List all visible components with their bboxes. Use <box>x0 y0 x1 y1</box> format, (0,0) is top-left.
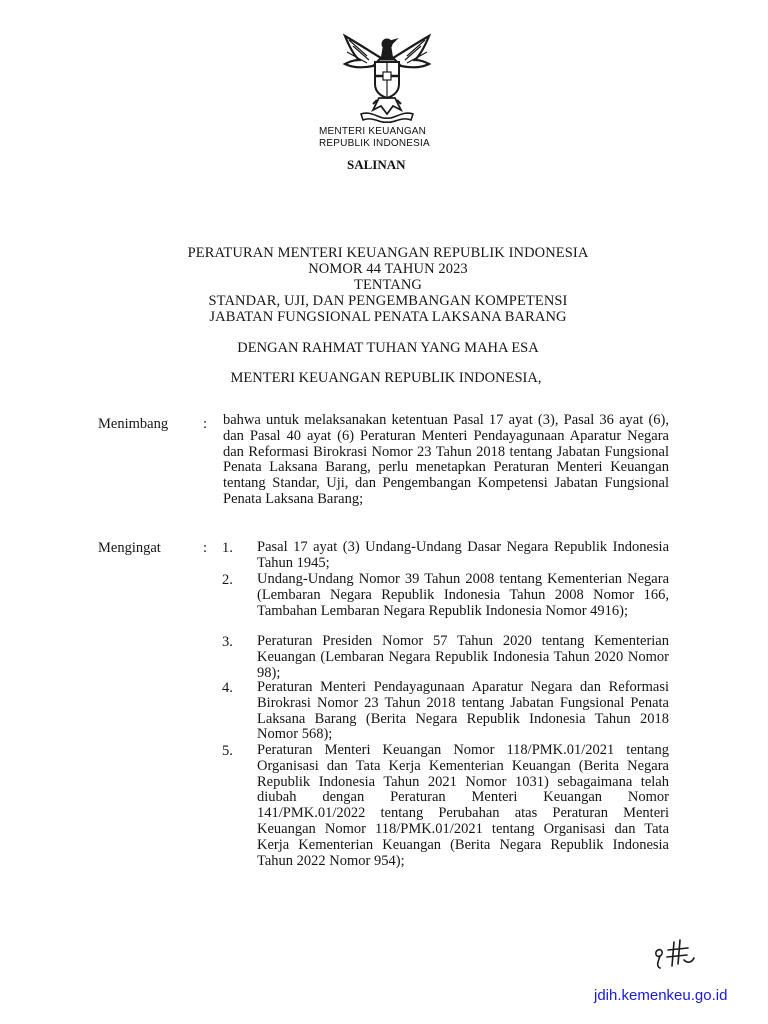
ministry-header <box>319 126 459 150</box>
mengingat-item-text: Peraturan Menteri Keuangan Nomor 118/PMK.01/2021 tentang Organisasi dan Tata Kerja Kementerian Keuangan (Berita Negara Republik Indonesia Tahun 2021 Nomor 1031) sebagaimana telah diubah dengan Peraturan Menteri Keuangan Nomor 141/PMK.01/2022 tentang Perubahan atas Peraturan Menteri Keuangan Nomor 118/PMK.01/2021 tentang Organisasi dan Tata Kerja Kementerian Keuangan (Berita Negara Republik Indonesia Tahun 2022 Nomor 954); <box>257 742 669 869</box>
title-line-3: TENTANG <box>354 277 422 293</box>
ministry-name: MENTERI KEUANGAN <box>319 126 427 137</box>
mengingat-colon: : <box>203 540 208 556</box>
mengingat-item-number: 3. <box>222 634 233 650</box>
copy-label: SALINAN <box>347 157 406 172</box>
menimbang-text: bahwa untuk melaksanakan ketentuan Pasal 17 ayat (3), Pasal 36 ayat (6), dan Pasal 40 ayat (6) Peraturan Menteri Pendayagunaan Aparatur Negara dan Reformasi Birokrasi Nomor 23 Tahun 2018 tentang Jabatan Fungsional Penata Laksana Barang, perlu menetapkan Peraturan Menteri Keuangan tentang Standar, Uji, dan Pengembangan Kompetensi Jabatan Fungsional Penata Laksana Barang; <box>223 412 669 507</box>
initials-signature-icon <box>652 938 698 970</box>
title-line-2: NOMOR 44 TAHUN 2023 <box>308 261 468 277</box>
mengingat-item-text: Peraturan Presiden Nomor 57 Tahun 2020 tentang Kementerian Keuangan (Lembaran Negara Republik Indonesia Tahun 2020 Nomor 98); <box>257 633 669 681</box>
mengingat-item-number: 5. <box>222 743 233 759</box>
title-line-1: PERATURAN MENTERI KEUANGAN REPUBLIK INDONESIA <box>187 245 589 261</box>
footer-website-link[interactable]: jdih.kemenkeu.go.id <box>594 987 728 1004</box>
blessing-line: DENGAN RAHMAT TUHAN YANG MAHA ESA <box>237 340 539 356</box>
menimbang-colon: : <box>203 416 208 432</box>
mengingat-item-text: Pasal 17 ayat (3) Undang-Undang Dasar Negara Republik Indonesia Tahun 1945; <box>257 539 669 571</box>
regulation-title <box>0 245 768 325</box>
mengingat-label: Mengingat <box>98 540 161 556</box>
mengingat-item-text: Peraturan Menteri Pendayagunaan Aparatur Negara dan Reformasi Birokrasi Nomor 23 Tahun 2018 tentang Jabatan Fungsional Penata Laksana Barang (Berita Negara Republik Indonesia Tahun 2018 Nomor 568); <box>257 679 669 743</box>
title-line-4: STANDAR, UJI, DAN PENGEMBANGAN KOMPETENSI <box>208 293 568 309</box>
title-line-5: JABATAN FUNGSIONAL PENATA LAKSANA BARANG <box>209 309 567 325</box>
mengingat-item-number: 2. <box>222 572 233 588</box>
mengingat-item-number: 4. <box>222 680 233 696</box>
mengingat-item-text: Undang-Undang Nomor 39 Tahun 2008 tentang Kementerian Negara (Lembaran Negara Republik Indonesia Tahun 2008 Nomor 166, Tambahan Lembaran Negara Republik Indonesia Nomor 4916); <box>257 571 669 619</box>
mengingat-item-number: 1. <box>222 540 233 556</box>
menimbang-label: Menimbang <box>98 416 169 432</box>
ministry-country: REPUBLIK INDONESIA <box>319 138 430 149</box>
minister-line: MENTERI KEUANGAN REPUBLIK INDONESIA, <box>230 370 542 386</box>
garuda-emblem-icon <box>337 30 437 124</box>
